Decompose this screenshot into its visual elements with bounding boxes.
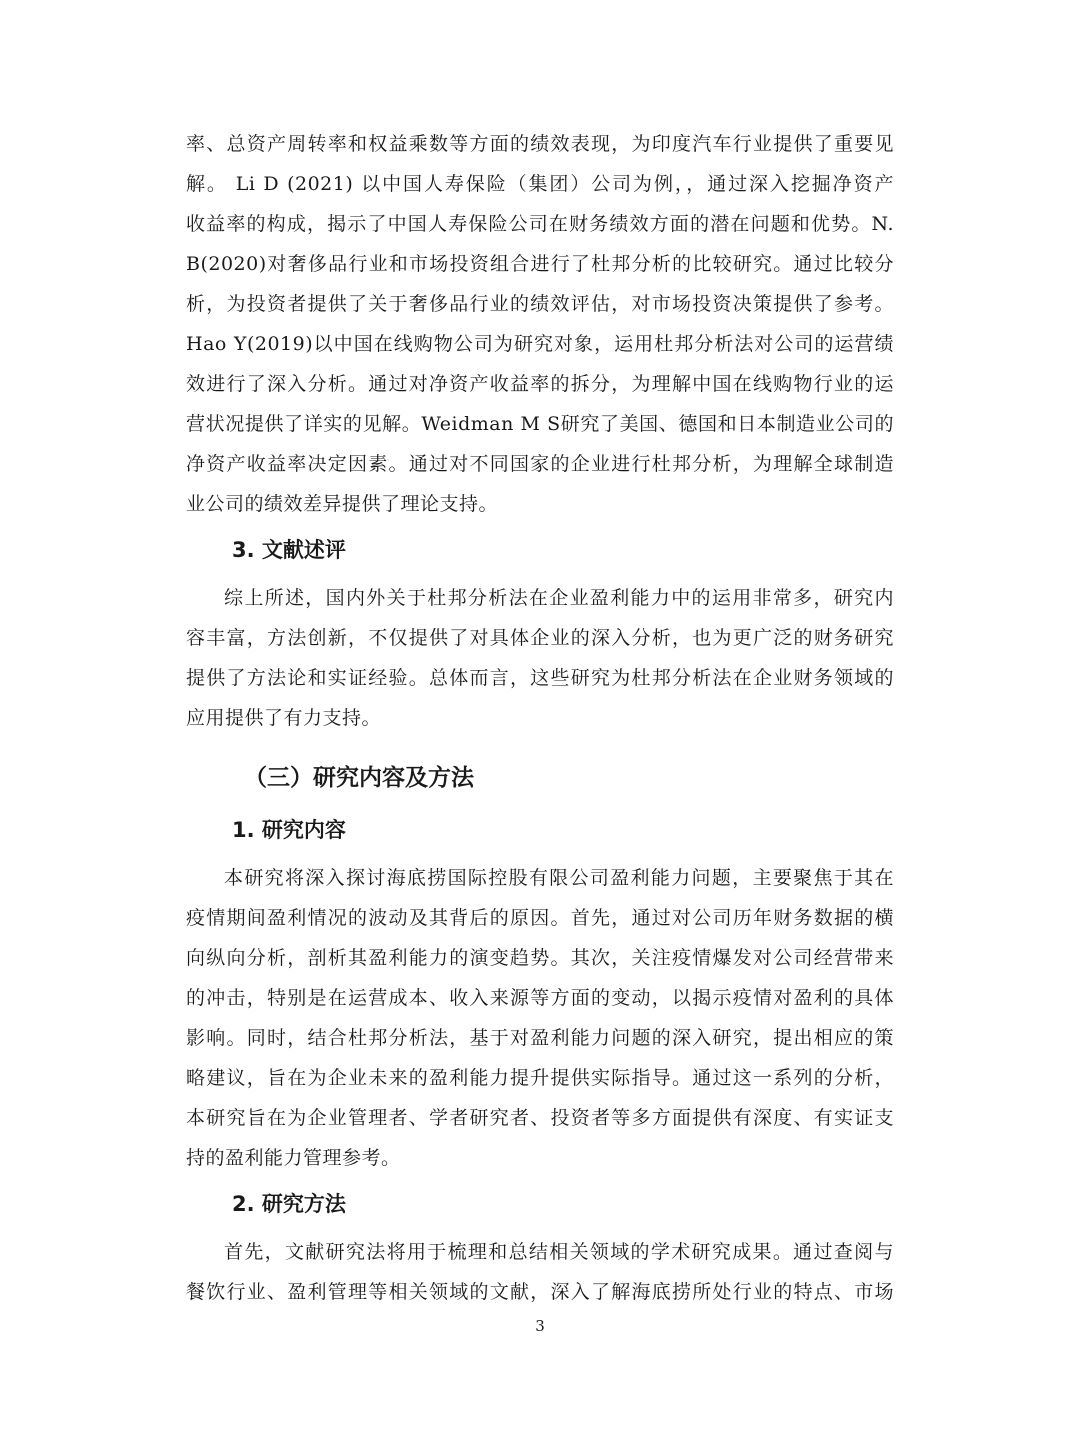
heading-literature-review: 3. 文献述评 — [232, 538, 346, 562]
text-line: 净资产收益率决定因素。通过对不同国家的企业进行杜邦分析，为理解全球制造 — [186, 453, 894, 475]
heading-section-research-content-method: （三）研究内容及方法 — [244, 765, 474, 791]
text-line: 解。 Li D (2021) 以中国人寿保险（集团）公司为例，，通过深入挖掘净资产 — [186, 173, 894, 195]
text-line: 疫情期间盈利情况的波动及其背后的原因。首先，通过对公司历年财务数据的横 — [186, 907, 894, 929]
heading-research-method: 2. 研究方法 — [232, 1192, 346, 1216]
text-line: 持的盈利能力管理参考。 — [186, 1147, 401, 1169]
text-line: 综上所述，国内外关于杜邦分析法在企业盈利能力中的运用非常多，研究内 — [224, 587, 894, 609]
text-line: 餐饮行业、盈利管理等相关领域的文献，深入了解海底捞所处行业的特点、市场 — [186, 1281, 894, 1303]
text-line: 影响。同时，结合杜邦分析法，基于对盈利能力问题的深入研究，提出相应的策 — [186, 1027, 894, 1049]
text-line: 率、总资产周转率和权益乘数等方面的绩效表现，为印度汽车行业提供了重要见 — [186, 133, 894, 155]
text-line: 首先，文献研究法将用于梳理和总结相关领域的学术研究成果。通过查阅与 — [224, 1241, 894, 1263]
text-line: 的冲击，特别是在运营成本、收入来源等方面的变动，以揭示疫情对盈利的具体 — [186, 987, 894, 1009]
text-line: 本研究将深入探讨海底捞国际控股有限公司盈利能力问题，主要聚焦于其在 — [224, 867, 894, 889]
text-line: 业公司的绩效差异提供了理论支持。 — [186, 493, 499, 515]
text-line: 应用提供了有力支持。 — [186, 707, 382, 729]
page-number: 3 — [535, 1317, 545, 1335]
text-line: B(2020)对奢侈品行业和市场投资组合进行了杜邦分析的比较研究。通过比较分 — [186, 253, 894, 275]
text-line: 营状况提供了详实的见解。Weidman M S研究了美国、德国和日本制造业公司的 — [186, 413, 894, 435]
text-line: 本研究旨在为企业管理者、学者研究者、投资者等多方面提供有深度、有实证支 — [186, 1107, 894, 1129]
text-line: 收益率的构成，揭示了中国人寿保险公司在财务绩效方面的潜在问题和优势。N. — [186, 213, 894, 235]
text-line: 析，为投资者提供了关于奢侈品行业的绩效评估，对市场投资决策提供了参考。 — [186, 293, 894, 315]
text-line: 效进行了深入分析。通过对净资产收益率的拆分，为理解中国在线购物行业的运 — [186, 373, 894, 395]
text-line: 略建议，旨在为企业未来的盈利能力提升提供实际指导。通过这一系列的分析， — [186, 1067, 894, 1089]
text-line: 容丰富，方法创新，不仅提供了对具体企业的深入分析，也为更广泛的财务研究 — [186, 627, 894, 649]
text-line: 提供了方法论和实证经验。总体而言，这些研究为杜邦分析法在企业财务领域的 — [186, 667, 894, 689]
heading-research-content: 1. 研究内容 — [232, 818, 346, 842]
text-line: Hao Y(2019)以中国在线购物公司为研究对象，运用杜邦分析法对公司的运营绩 — [186, 333, 894, 355]
text-line: 向纵向分析，剖析其盈利能力的演变趋势。其次，关注疫情爆发对公司经营带来 — [186, 947, 894, 969]
